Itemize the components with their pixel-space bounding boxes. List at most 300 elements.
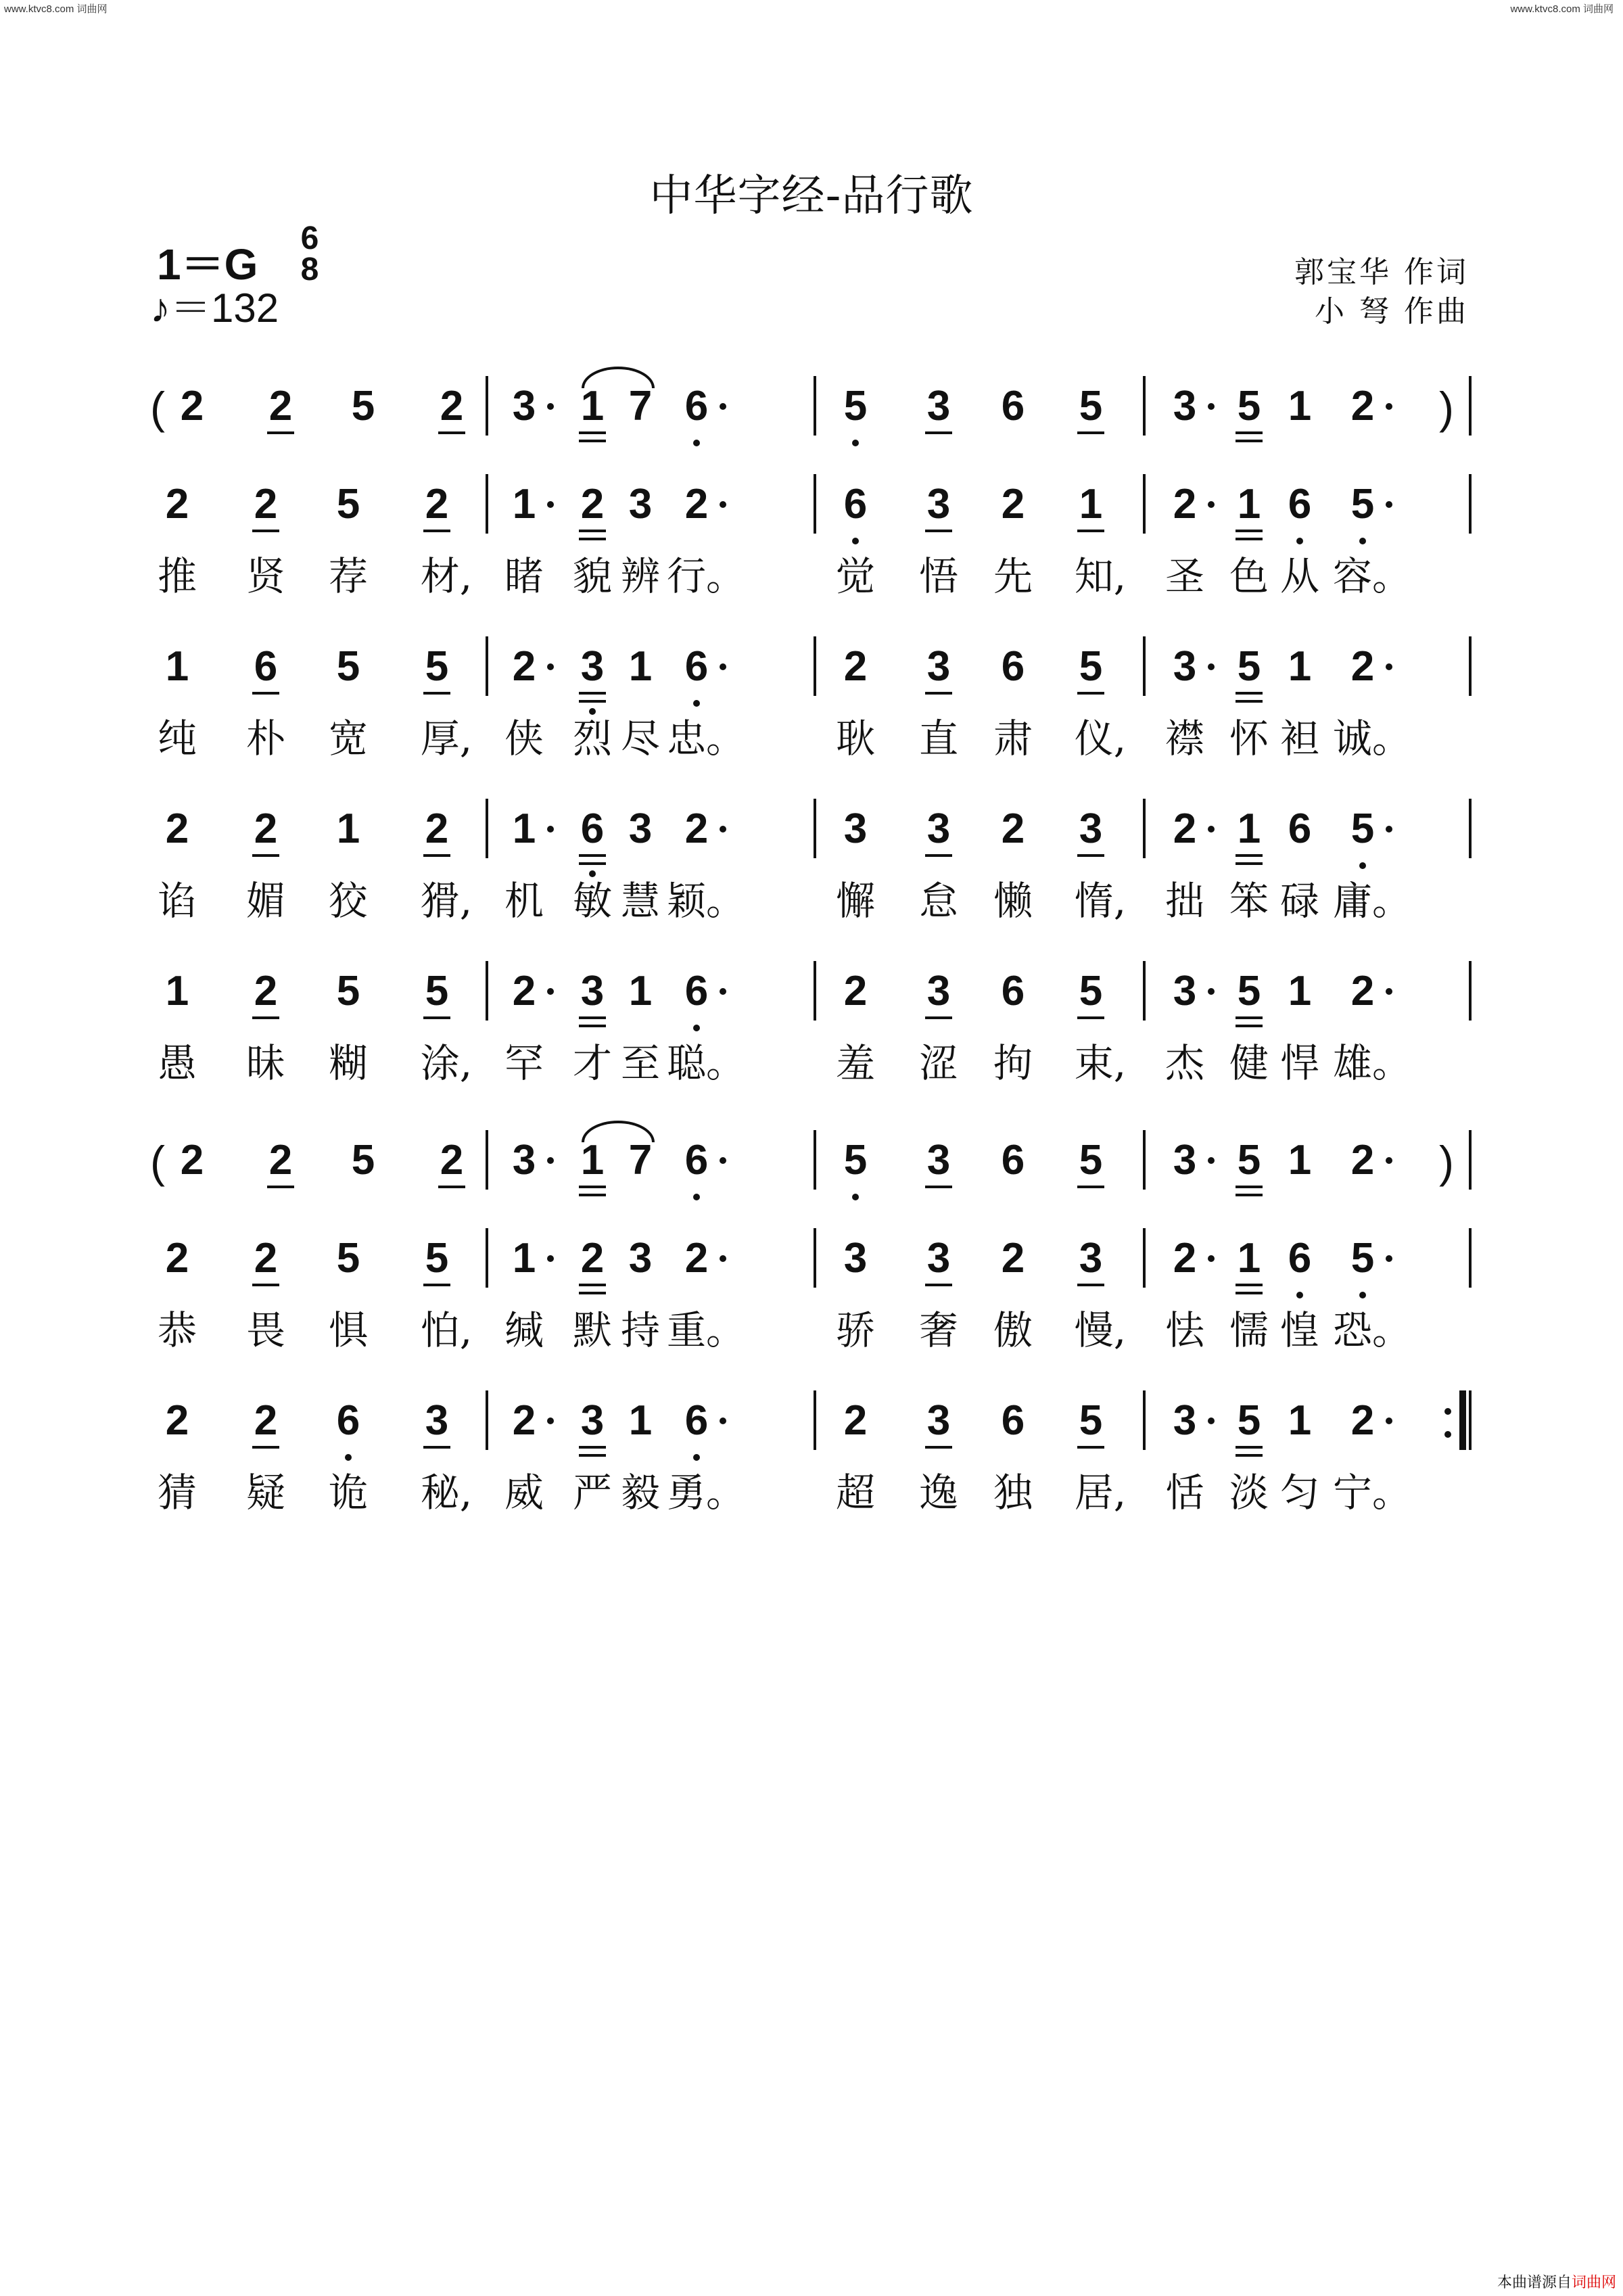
lyric-syllable: 觉 <box>835 553 876 599</box>
bar-line <box>486 1390 488 1450</box>
lyric-syllable: 碌 <box>1279 878 1320 924</box>
bar-line <box>486 636 488 696</box>
eighth-underline <box>1236 530 1263 532</box>
eighth-underline <box>579 700 606 703</box>
song-title: 中华字经-品行歌 <box>649 171 974 221</box>
note: 3 <box>628 481 653 528</box>
eighth-underline <box>267 1186 294 1188</box>
note: 2 <box>254 1397 278 1444</box>
note: 2 <box>254 968 278 1014</box>
eighth-underline <box>925 1446 952 1449</box>
note: 7 <box>628 1137 653 1184</box>
note: 5 <box>336 1235 360 1282</box>
note: 2 <box>254 481 278 528</box>
lyric-syllable: 机 <box>504 878 544 924</box>
lyric-syllable: 烈 <box>572 716 613 762</box>
eighth-underline <box>925 431 952 434</box>
note: 7 <box>628 383 653 429</box>
eighth-underline <box>1077 1016 1104 1019</box>
note: 1 <box>1288 383 1312 429</box>
note: 2 <box>425 805 449 852</box>
note: 3 <box>926 968 951 1014</box>
note: 1 <box>1237 1235 1261 1282</box>
low-octave-dot <box>693 700 700 707</box>
repeat-dot <box>1444 1431 1451 1438</box>
lyric-syllable: 秘, <box>420 1470 473 1516</box>
note: 2 <box>684 481 709 528</box>
note: 5 <box>351 1137 375 1184</box>
low-octave-dot <box>1359 538 1366 544</box>
header-left-watermark: www.ktvc8.com 词曲网 <box>4 3 108 15</box>
lyric-syllable: 羞 <box>835 1040 876 1086</box>
note: 5 <box>1237 643 1261 690</box>
note: 1 <box>165 643 189 690</box>
eighth-underline <box>423 854 450 857</box>
augmentation-dot <box>547 1157 554 1164</box>
eighth-underline <box>579 1025 606 1027</box>
slur <box>582 1121 655 1142</box>
eighth-underline <box>1236 1186 1263 1188</box>
repeat-dot <box>1444 1408 1451 1415</box>
note: 5 <box>1237 1137 1261 1184</box>
note: 5 <box>1079 1397 1103 1444</box>
lyric-syllable: 狡 <box>328 878 369 924</box>
note: 5 <box>425 643 449 690</box>
lyric-syllable: 默 <box>572 1307 613 1353</box>
lyric-syllable: 先 <box>993 553 1033 599</box>
bar-line <box>1143 636 1146 696</box>
lyric-syllable: 淡 <box>1229 1470 1269 1516</box>
note: 1 <box>1237 481 1261 528</box>
note: 2 <box>843 968 868 1014</box>
note: 2 <box>1350 1397 1375 1444</box>
note: 2 <box>268 383 293 429</box>
note: 5 <box>425 968 449 1014</box>
note: 2 <box>165 1397 189 1444</box>
bar-line <box>1469 961 1472 1021</box>
bar-line <box>1469 376 1472 436</box>
note: 1 <box>628 968 653 1014</box>
lyric-syllable: 朴 <box>245 716 286 762</box>
eighth-underline <box>1236 1194 1263 1196</box>
note: 2 <box>180 383 204 429</box>
footer-source <box>1497 2271 1616 2292</box>
eighth-underline <box>423 1284 450 1286</box>
bar-line <box>486 376 488 436</box>
eighth-underline <box>252 530 279 532</box>
note: 5 <box>1079 1137 1103 1184</box>
eighth-underline <box>579 431 606 434</box>
augmentation-dot <box>547 663 554 670</box>
note: 3 <box>926 1235 951 1282</box>
lyric-syllable: 辨 <box>620 553 661 599</box>
note: 3 <box>628 1235 653 1282</box>
augmentation-dot <box>720 826 726 833</box>
bar-line <box>814 376 816 436</box>
bar-line <box>1469 636 1472 696</box>
lyric-syllable: 睹 <box>504 553 544 599</box>
lyric-syllable: 猾, <box>420 878 473 924</box>
bar-line <box>814 1228 816 1288</box>
note: 3 <box>1173 1137 1197 1184</box>
lyric-syllable: 忠。 <box>666 716 746 762</box>
eighth-underline <box>1236 1284 1263 1286</box>
note: 6 <box>684 643 709 690</box>
lyric-syllable: 怯 <box>1165 1307 1205 1353</box>
eighth-underline <box>579 1454 606 1457</box>
lyric-syllable: 慧 <box>620 878 661 924</box>
time-signature-denominator: 8 <box>300 252 319 287</box>
augmentation-dot <box>1208 988 1215 995</box>
lyric-syllable: 匀 <box>1279 1470 1320 1516</box>
lyric-syllable: 重。 <box>666 1307 746 1353</box>
note: 6 <box>1288 481 1312 528</box>
augmentation-dot <box>1386 1157 1392 1164</box>
lyric-syllable: 慢, <box>1074 1307 1127 1353</box>
low-octave-dot <box>693 1025 700 1031</box>
lyric-syllable: 懈 <box>835 878 876 924</box>
note: 3 <box>1173 643 1197 690</box>
eighth-underline <box>925 854 952 857</box>
low-octave-dot <box>1296 1292 1303 1298</box>
eighth-underline <box>1236 431 1263 434</box>
lyric-syllable: 恬 <box>1165 1470 1205 1516</box>
bar-line <box>1143 376 1146 436</box>
lyric-syllable: 笨 <box>1229 878 1269 924</box>
low-octave-dot <box>693 440 700 446</box>
lyric-syllable: 至 <box>620 1040 661 1086</box>
lyric-syllable: 容。 <box>1332 553 1412 599</box>
note: 3 <box>926 481 951 528</box>
note: 3 <box>425 1397 449 1444</box>
lyric-syllable: 恭 <box>157 1307 197 1353</box>
note: 3 <box>926 383 951 429</box>
eighth-underline <box>423 1446 450 1449</box>
lyric-syllable: 侠 <box>504 716 544 762</box>
eighth-underline <box>579 1186 606 1188</box>
augmentation-dot <box>547 501 554 508</box>
lyric-syllable: 行。 <box>666 553 746 599</box>
eighth-underline <box>1077 692 1104 695</box>
notation-row <box>0 1235 1623 1386</box>
bar-line <box>1143 1228 1146 1288</box>
lyric-syllable: 罕 <box>504 1040 544 1086</box>
note: 2 <box>425 481 449 528</box>
lyric-syllable: 杰 <box>1165 1040 1205 1086</box>
augmentation-dot <box>1208 501 1215 508</box>
note: 2 <box>1001 1235 1025 1282</box>
note: 3 <box>1079 805 1103 852</box>
eighth-underline <box>438 431 465 434</box>
note: 6 <box>1001 1137 1025 1184</box>
lyric-syllable: 宁。 <box>1332 1470 1412 1516</box>
lyric-syllable: 仪, <box>1074 716 1127 762</box>
lyric-syllable: 色 <box>1229 553 1269 599</box>
eighth-underline <box>423 1016 450 1019</box>
note: 2 <box>165 1235 189 1282</box>
lyric-syllable: 威 <box>504 1470 544 1516</box>
augmentation-dot <box>1386 826 1392 833</box>
note: 1 <box>628 643 653 690</box>
lyric-syllable: 敏 <box>572 878 613 924</box>
note: 5 <box>1237 968 1261 1014</box>
note: 5 <box>336 643 360 690</box>
note: 1 <box>1288 968 1312 1014</box>
bar-line <box>486 1228 488 1288</box>
lyricist-credit: 郭宝华 作词 <box>1294 255 1469 289</box>
note: 3 <box>1079 1235 1103 1282</box>
lyric-syllable: 疑 <box>245 1470 286 1516</box>
note: 2 <box>1350 643 1375 690</box>
note: 6 <box>1288 1235 1312 1282</box>
bar-line <box>1143 1390 1146 1450</box>
repeat-open-paren: ( <box>150 1137 165 1187</box>
bar-line <box>814 1130 816 1190</box>
low-octave-dot <box>1296 538 1303 544</box>
lyric-syllable: 严 <box>572 1470 613 1516</box>
eighth-underline <box>1236 862 1263 865</box>
augmentation-dot <box>720 1157 726 1164</box>
augmentation-dot <box>1208 1157 1215 1164</box>
footer-source-text: 本曲谱源自 <box>1497 2274 1572 2291</box>
lyric-syllable: 勇。 <box>666 1470 746 1516</box>
eighth-underline <box>252 692 279 695</box>
lyric-syllable: 从 <box>1279 553 1320 599</box>
note: 2 <box>580 481 605 528</box>
eighth-underline <box>1077 854 1104 857</box>
notation-row <box>0 805 1623 957</box>
final-bar-line <box>1459 1390 1466 1450</box>
note: 6 <box>1001 1397 1025 1444</box>
note: 2 <box>180 1137 204 1184</box>
note: 6 <box>684 383 709 429</box>
lyric-syllable: 雄。 <box>1332 1040 1412 1086</box>
lyric-syllable: 推 <box>157 553 197 599</box>
note: 3 <box>926 1137 951 1184</box>
lyric-syllable: 荐 <box>328 553 369 599</box>
bar-line <box>1469 1228 1472 1288</box>
note: 2 <box>580 1235 605 1282</box>
eighth-underline <box>925 1186 952 1188</box>
lyric-syllable: 怠 <box>918 878 959 924</box>
eighth-underline <box>1236 1025 1263 1027</box>
augmentation-dot <box>547 403 554 410</box>
augmentation-dot <box>1208 663 1215 670</box>
lyric-syllable: 恐。 <box>1332 1307 1412 1353</box>
bar-line <box>1469 799 1472 858</box>
note: 2 <box>1173 1235 1197 1282</box>
note: 5 <box>1350 1235 1375 1282</box>
lyric-syllable: 颖。 <box>666 878 746 924</box>
lyric-syllable: 拙 <box>1165 878 1205 924</box>
eighth-underline <box>252 1446 279 1449</box>
eighth-underline <box>925 530 952 532</box>
notation-row <box>0 1397 1623 1549</box>
note: 5 <box>425 1235 449 1282</box>
note: 2 <box>684 1235 709 1282</box>
notation-row <box>0 970 1623 1119</box>
bar-line <box>1143 961 1146 1021</box>
lyric-syllable: 超 <box>835 1470 876 1516</box>
note: 6 <box>1001 968 1025 1014</box>
low-octave-dot <box>852 440 859 446</box>
bar-line <box>1143 799 1146 858</box>
lyric-syllable: 知, <box>1074 553 1127 599</box>
eighth-underline <box>267 431 294 434</box>
note: 2 <box>165 805 189 852</box>
lyric-syllable: 居, <box>1074 1470 1127 1516</box>
lyric-syllable: 涂, <box>420 1040 473 1086</box>
eighth-underline <box>579 538 606 540</box>
eighth-underline <box>1236 692 1263 695</box>
augmentation-dot <box>1386 501 1392 508</box>
note: 1 <box>512 805 536 852</box>
footer-site-name: 词曲网 <box>1571 2274 1616 2291</box>
eighth-underline <box>252 1016 279 1019</box>
eighth-underline <box>1236 1292 1263 1294</box>
repeat-open-paren: ( <box>150 383 165 433</box>
notation-row <box>0 481 1623 632</box>
lyric-syllable: 怀 <box>1229 716 1269 762</box>
augmentation-dot <box>720 663 726 670</box>
augmentation-dot <box>547 988 554 995</box>
lyric-syllable: 惧 <box>328 1307 369 1353</box>
bar-line <box>486 799 488 858</box>
lyric-syllable: 惶 <box>1279 1307 1320 1353</box>
lyric-syllable: 畏 <box>245 1307 286 1353</box>
augmentation-dot <box>1386 1255 1392 1262</box>
note: 3 <box>1173 1397 1197 1444</box>
notation-row <box>0 643 1623 795</box>
augmentation-dot <box>720 501 726 508</box>
eighth-underline <box>579 1446 606 1449</box>
note: 5 <box>351 383 375 429</box>
lyric-syllable: 庸。 <box>1332 878 1412 924</box>
augmentation-dot <box>720 403 726 410</box>
repeat-close-paren: ) <box>1439 383 1454 433</box>
eighth-underline <box>925 1284 952 1286</box>
lyric-syllable: 聪。 <box>666 1040 746 1086</box>
note: 2 <box>512 1397 536 1444</box>
lyric-syllable: 糊 <box>328 1040 369 1086</box>
low-octave-dot <box>1359 862 1366 869</box>
lyric-syllable: 贤 <box>245 553 286 599</box>
lyric-syllable: 厚, <box>420 716 473 762</box>
eighth-underline <box>1236 1454 1263 1457</box>
slur <box>582 367 655 388</box>
note: 3 <box>843 805 868 852</box>
lyric-syllable: 悍 <box>1279 1040 1320 1086</box>
eighth-underline <box>1236 854 1263 857</box>
bar-line <box>486 474 488 534</box>
note: 2 <box>268 1137 293 1184</box>
bar-line <box>1469 474 1472 534</box>
lyric-syllable: 媚 <box>245 878 286 924</box>
bar-line <box>814 636 816 696</box>
eighth-underline <box>423 692 450 695</box>
note: 1 <box>512 1235 536 1282</box>
note: 2 <box>843 1397 868 1444</box>
lyric-syllable: 谄 <box>157 878 197 924</box>
note: 3 <box>580 968 605 1014</box>
low-octave-dot <box>852 538 859 544</box>
lyric-syllable: 惰, <box>1074 878 1127 924</box>
tempo-marking: ♪＝132 <box>150 285 279 331</box>
low-octave-dot <box>693 1194 700 1200</box>
eighth-underline <box>1236 1016 1263 1019</box>
eighth-underline <box>1077 1186 1104 1188</box>
composer-credit: 小 弩 作曲 <box>1315 294 1469 329</box>
eighth-underline <box>925 1016 952 1019</box>
repeat-close-paren: ) <box>1439 1137 1454 1187</box>
eighth-underline <box>1236 700 1263 703</box>
lyric-syllable: 怕, <box>420 1307 473 1353</box>
low-octave-dot <box>345 1454 352 1461</box>
augmentation-dot <box>1386 1418 1392 1424</box>
note: 3 <box>580 1397 605 1444</box>
note: 5 <box>1079 383 1103 429</box>
note: 6 <box>843 481 868 528</box>
eighth-underline <box>1077 1284 1104 1286</box>
key-signature: 1＝G <box>157 240 258 289</box>
time-signature-numerator: 6 <box>300 220 319 256</box>
note: 2 <box>1350 1137 1375 1184</box>
low-octave-dot <box>693 1454 700 1461</box>
lyric-syllable: 逸 <box>918 1470 959 1516</box>
bar-line <box>486 961 488 1021</box>
eighth-underline <box>252 854 279 857</box>
eighth-underline <box>579 854 606 857</box>
note: 1 <box>1237 805 1261 852</box>
note: 6 <box>1288 805 1312 852</box>
lyric-syllable: 襟 <box>1165 716 1205 762</box>
augmentation-dot <box>1208 403 1215 410</box>
note: 6 <box>254 643 278 690</box>
lyric-syllable: 束, <box>1074 1040 1127 1086</box>
eighth-underline <box>579 1194 606 1196</box>
note: 5 <box>1350 481 1375 528</box>
note: 2 <box>1173 481 1197 528</box>
eighth-underline <box>1236 440 1263 442</box>
note: 2 <box>512 968 536 1014</box>
note: 3 <box>926 1397 951 1444</box>
note: 3 <box>843 1235 868 1282</box>
bar-line <box>1469 1390 1472 1450</box>
note: 2 <box>1001 805 1025 852</box>
lyric-syllable: 懦 <box>1229 1307 1269 1353</box>
note: 6 <box>1001 383 1025 429</box>
note: 6 <box>684 1397 709 1444</box>
eighth-underline <box>1236 538 1263 540</box>
note: 2 <box>512 643 536 690</box>
lyric-syllable: 傲 <box>993 1307 1033 1353</box>
note: 1 <box>580 1137 605 1184</box>
lyric-syllable: 骄 <box>835 1307 876 1353</box>
note: 2 <box>1173 805 1197 852</box>
note: 2 <box>1350 383 1375 429</box>
note: 6 <box>684 968 709 1014</box>
note: 2 <box>684 805 709 852</box>
note: 5 <box>1237 1397 1261 1444</box>
note: 3 <box>580 643 605 690</box>
lyric-syllable: 涩 <box>918 1040 959 1086</box>
augmentation-dot <box>1208 1255 1215 1262</box>
note: 6 <box>580 805 605 852</box>
bar-line <box>486 1130 488 1190</box>
note: 5 <box>1237 383 1261 429</box>
eighth-underline <box>1077 1446 1104 1449</box>
lyric-syllable: 懒 <box>993 878 1033 924</box>
